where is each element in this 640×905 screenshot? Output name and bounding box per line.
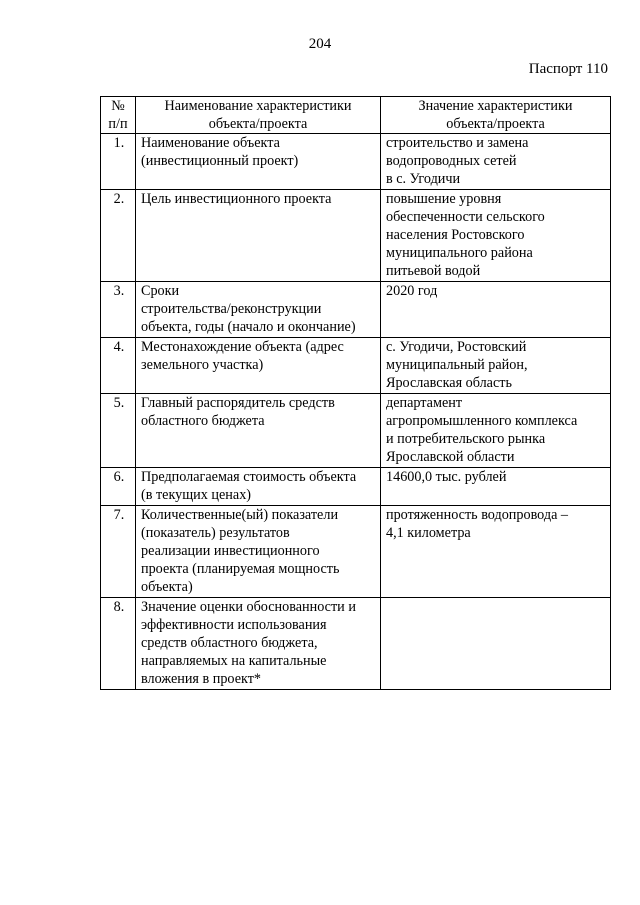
- header-value: Значение характеристики объекта/проекта: [381, 97, 611, 134]
- row-num: 2.: [101, 190, 136, 282]
- row-name: Предполагаемая стоимость объекта (в текущих ценах): [136, 468, 381, 506]
- header-num: № п/п: [101, 97, 136, 134]
- row-name: Наименование объекта (инвестиционный проект): [136, 134, 381, 190]
- table-header-row: [101, 97, 611, 134]
- passport-table: [100, 96, 611, 690]
- row-value: 2020 год: [381, 282, 611, 338]
- row-num: 8.: [101, 598, 136, 690]
- row-value: повышение уровня обеспеченности сельского населения Ростовского муниципального района питьевой водой: [381, 190, 611, 282]
- row-value: 14600,0 тыс. рублей: [381, 468, 611, 506]
- row-value: департамент агропромышленного комплекса и потребительского рынка Ярославской области: [381, 394, 611, 468]
- row-num: 1.: [101, 134, 136, 190]
- row-num: 3.: [101, 282, 136, 338]
- row-num: 5.: [101, 394, 136, 468]
- table-row: [101, 282, 611, 338]
- table-row: [101, 338, 611, 394]
- table-row: [101, 468, 611, 506]
- row-name: Значение оценки обоснованности и эффективности использования средств областного бюджета, направляемых на капитальные вложения в проект*: [136, 598, 381, 690]
- header-name: Наименование характеристики объекта/проекта: [136, 97, 381, 134]
- passport-title: Паспорт 110: [528, 61, 608, 77]
- row-name: Главный распорядитель средств областного бюджета: [136, 394, 381, 468]
- row-num: 4.: [101, 338, 136, 394]
- table-row: [101, 506, 611, 598]
- row-value: с. Угодичи, Ростовский муниципальный район, Ярославская область: [381, 338, 611, 394]
- table-row: [101, 134, 611, 190]
- row-num: 7.: [101, 506, 136, 598]
- page-number: 204: [308, 36, 332, 52]
- row-name: Количественные(ый) показатели (показатель) результатов реализации инвестиционного проекта (планируемая мощность объекта): [136, 506, 381, 598]
- row-value: протяженность водопровода – 4,1 километра: [381, 506, 611, 598]
- row-value: строительство и замена водопроводных сетей в с. Угодичи: [381, 134, 611, 190]
- row-value: [381, 598, 611, 690]
- table-row: [101, 598, 611, 690]
- row-name: Местонахождение объекта (адрес земельного участка): [136, 338, 381, 394]
- row-name: Цель инвестиционного проекта: [136, 190, 381, 282]
- row-num: 6.: [101, 468, 136, 506]
- table-row: [101, 190, 611, 282]
- row-name: Сроки строительства/реконструкции объекта, годы (начало и окончание): [136, 282, 381, 338]
- table-row: [101, 394, 611, 468]
